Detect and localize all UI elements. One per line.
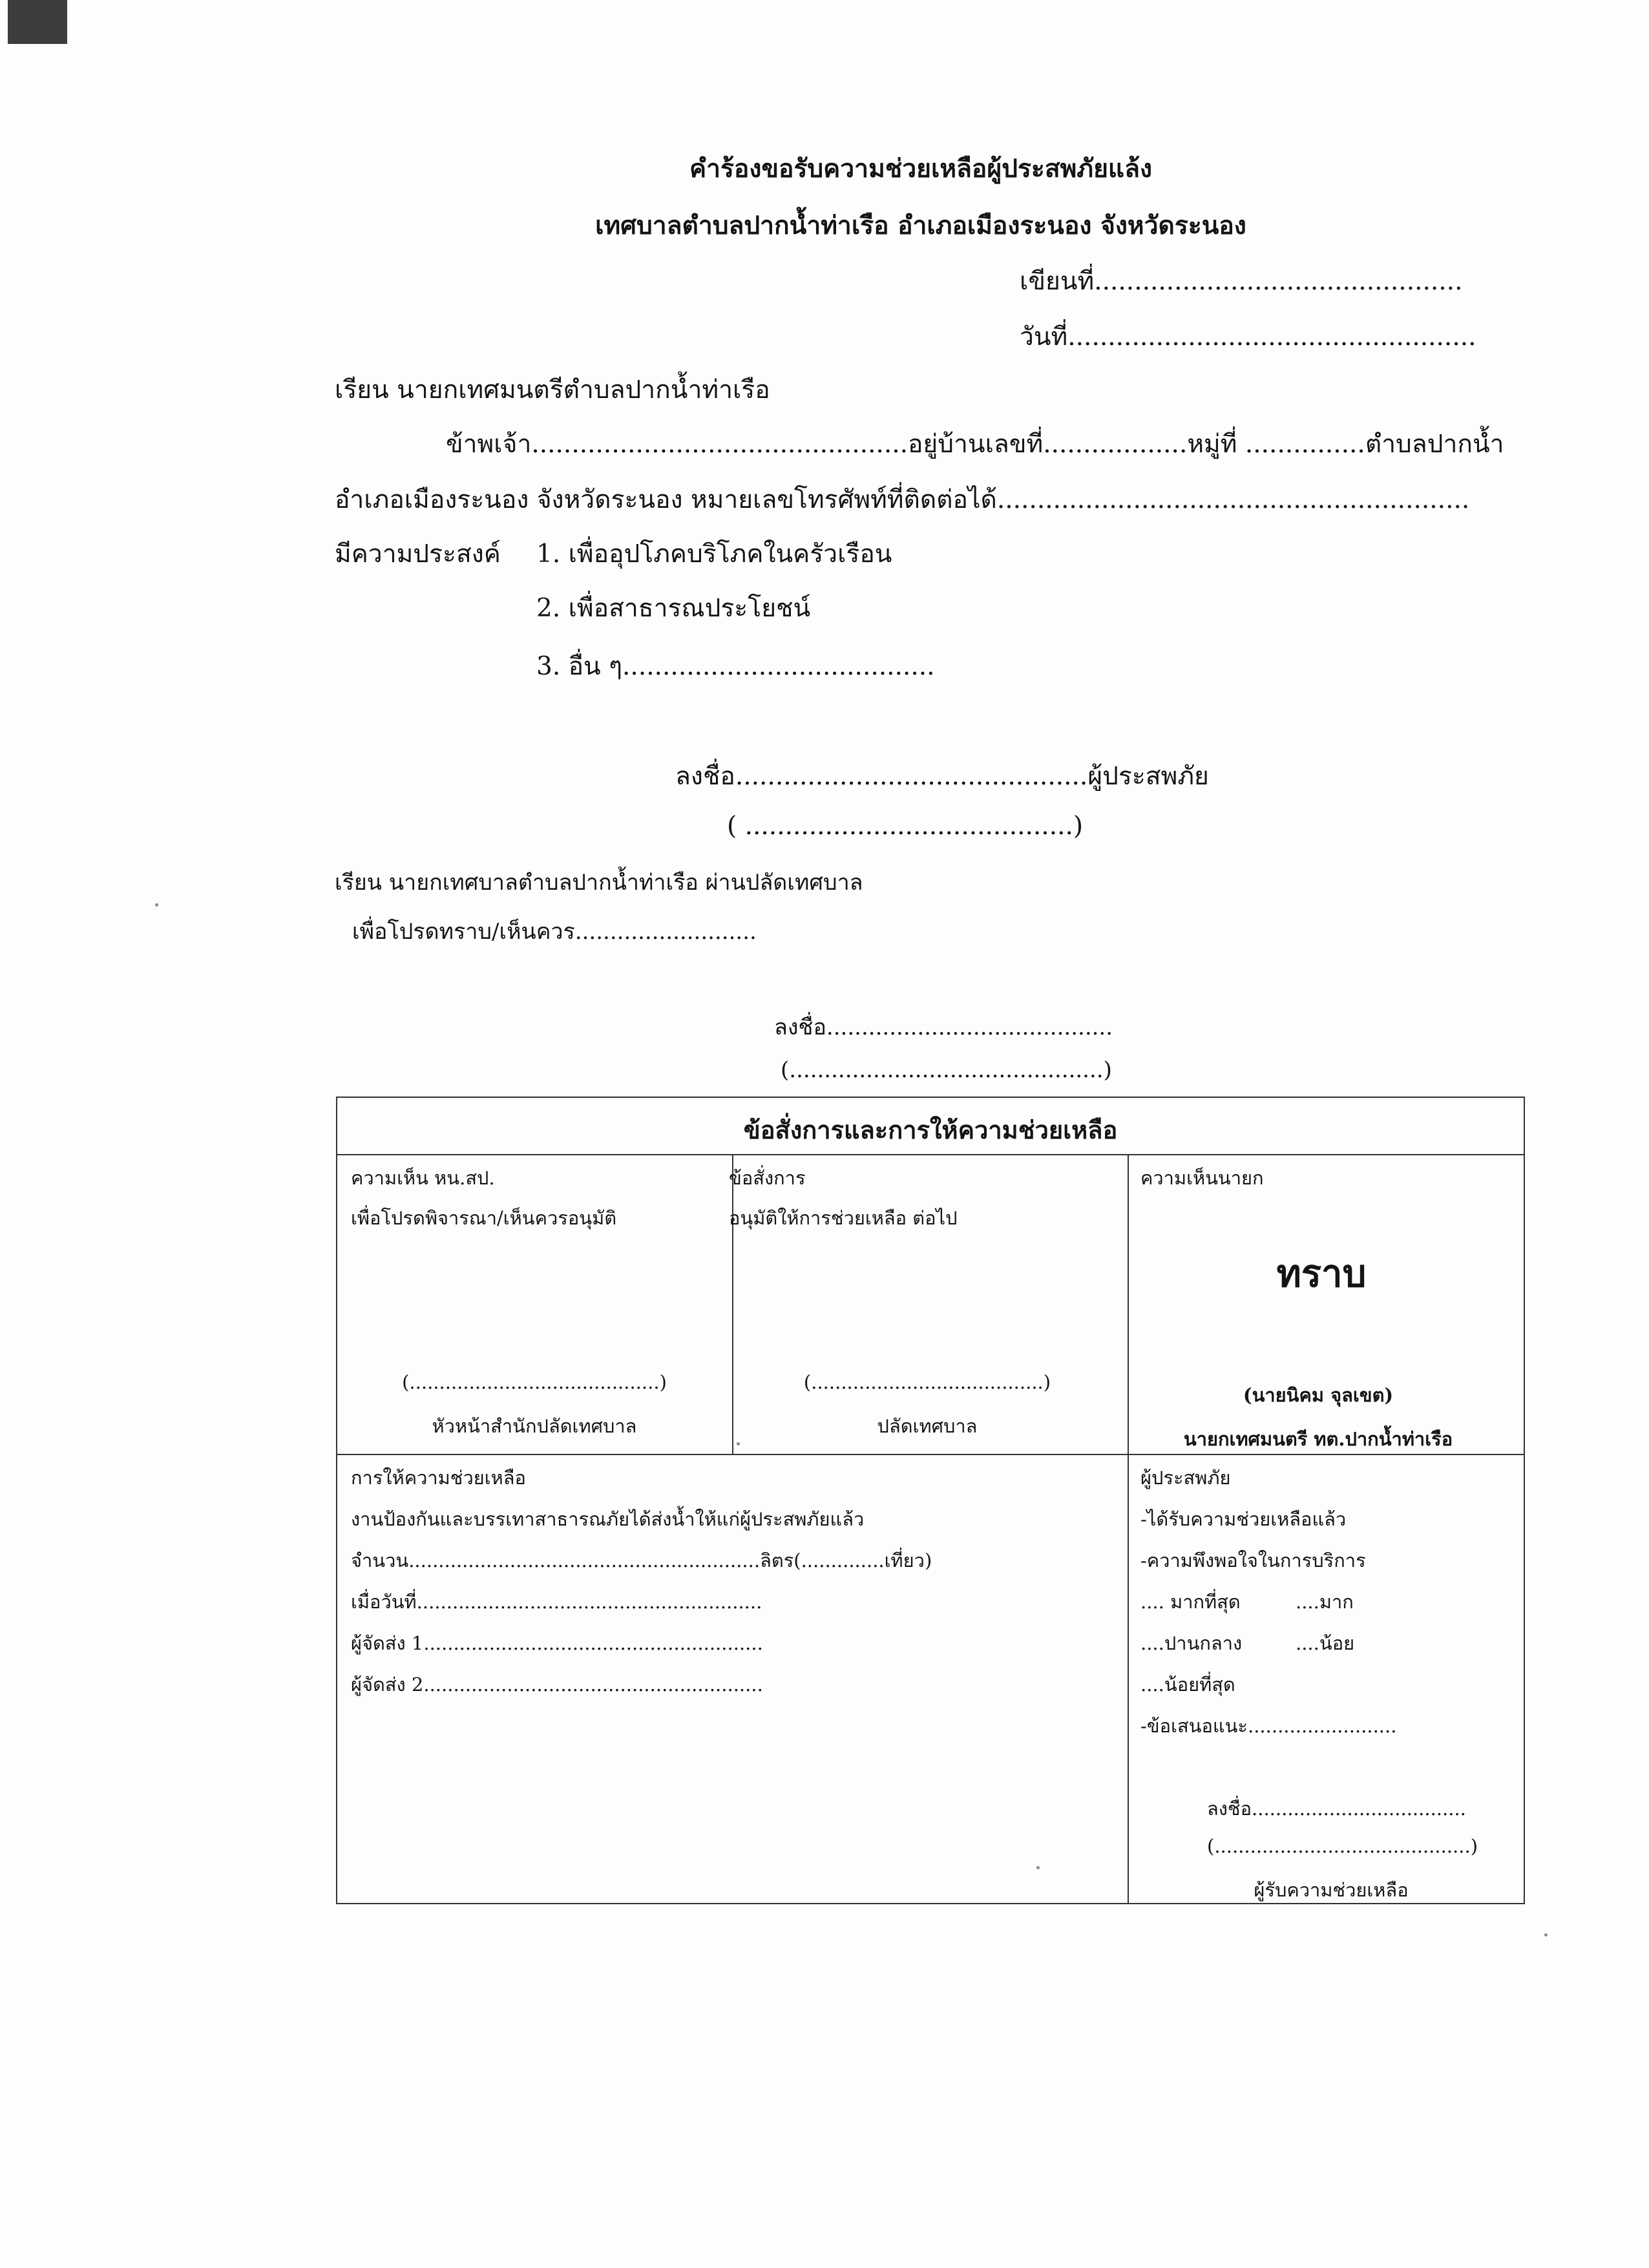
satisfaction-option: ....น้อย	[1296, 1632, 1355, 1654]
form-title: คำร้องขอรับความช่วยเหลือผู้ประสพภัยแล้ง	[689, 154, 1153, 184]
forward-signature-name: (.............................................)	[781, 1057, 1112, 1083]
applicant-signature-name: ( .........................................)	[727, 812, 1084, 841]
scan-corner-mark	[8, 0, 67, 44]
written-at-field: เขียนที่..............................................	[1020, 267, 1463, 296]
table-title: ข้อสั่งการและการให้ความช่วยเหลือ	[743, 1115, 1118, 1144]
mayor-decision: ทราบ	[1276, 1252, 1367, 1296]
table-divider	[732, 1154, 733, 1454]
salutation: เรียน นายกเทศมนตรีตำบลปากน้ำท่าเรือ	[335, 375, 770, 404]
purpose-item: 1. เพื่ออุปโภคบริโภคในครัวเรือน	[536, 540, 892, 569]
purpose-item: 2. เพื่อสาธารณประโยชน์	[536, 594, 811, 623]
form-subtitle: เทศบาลตำบลปากน้ำท่าเรือ อำเภอเมืองระนอง จังหวัดระนอง	[595, 211, 1246, 240]
satisfaction-option: ....น้อยที่สุด	[1140, 1674, 1235, 1696]
assist-date: เมื่อวันที่..........................................................	[351, 1591, 762, 1613]
satisfaction-option: .... มากที่สุด	[1140, 1591, 1241, 1613]
assist-heading: การให้ความช่วยเหลือ	[351, 1467, 526, 1489]
victim-signature-line: ลงชื่อ....................................	[1207, 1798, 1466, 1820]
date-field: วันที่...................................................	[1020, 322, 1476, 352]
victim-satisfaction: -ความพึงพอใจในการบริการ	[1140, 1549, 1366, 1571]
address-line: อำเภอเมืองระนอง จังหวัดระนอง หมายเลขโทรศัพท์ที่ติดต่อได้...........................................................	[335, 485, 1470, 514]
assist-text: งานป้องกันและบรรเทาสาธารณภัยได้ส่งน้ำให้แก่ผู้ประสพภัยแล้ว	[351, 1508, 865, 1530]
purpose-item: 3. อื่น ๆ.......................................	[536, 652, 935, 681]
satisfaction-option: ....ปานกลาง	[1140, 1632, 1243, 1654]
col3-heading: ความเห็นนายก	[1140, 1167, 1264, 1189]
col1-position: หัวหน้าสำนักปลัดเทศบาล	[432, 1415, 637, 1437]
mayor-position: นายกเทศมนตรี ทต.ปากน้ำท่าเรือ	[1183, 1428, 1453, 1450]
table-divider	[336, 1154, 1525, 1155]
scan-speck	[1544, 1933, 1548, 1937]
purpose-label: มีความประสงค์	[335, 540, 501, 569]
victim-position: ผู้รับความช่วยเหลือ	[1254, 1879, 1409, 1901]
forward-salutation: เรียน นายกเทศบาลตำบลปากน้ำท่าเรือ ผ่านปลัดเทศบาล	[335, 870, 863, 896]
victim-received: -ได้รับความช่วยเหลือแล้ว	[1140, 1508, 1347, 1530]
victim-heading: ผู้ประสพภัย	[1140, 1467, 1231, 1489]
assist-deliverer-1: ผู้จัดส่ง 1.........................................................	[351, 1632, 763, 1654]
forward-signature-line: ลงชื่อ.........................................	[774, 1014, 1113, 1040]
applicant-line: ข้าพเจ้า...............................................อยู่บ้านเลขที่..................หมู่ที่ ...............ตำบลปากน้ำ	[446, 430, 1504, 459]
forward-note: เพื่อโปรดทราบ/เห็นควร..........................	[352, 919, 757, 945]
col2-text: อนุมัติให้การช่วยเหลือ ต่อไป	[729, 1207, 958, 1229]
assist-amount: จำนวน...........................................................ลิตร(..............เที่ยว)	[351, 1549, 932, 1571]
col1-signature-name: (..........................................)	[402, 1371, 667, 1393]
satisfaction-option: ....มาก	[1296, 1591, 1354, 1613]
table-divider	[1128, 1154, 1129, 1904]
victim-signature-name: (...........................................)	[1207, 1835, 1478, 1857]
assist-deliverer-2: ผู้จัดส่ง 2.........................................................	[351, 1674, 763, 1696]
table-divider	[336, 1454, 1525, 1455]
scan-speck	[155, 903, 158, 907]
victim-suggestion: -ข้อเสนอแนะ.........................	[1140, 1715, 1397, 1737]
col2-signature-name: (.......................................)	[803, 1371, 1051, 1393]
col1-heading: ความเห็น หน.สป.	[351, 1167, 495, 1189]
col1-text: เพื่อโปรดพิจารณา/เห็นควรอนุมัติ	[351, 1207, 617, 1229]
applicant-signature-line: ลงชื่อ............................................ผู้ประสพภัย	[675, 762, 1209, 791]
mayor-name: (นายนิคม จุลเขต)	[1243, 1384, 1394, 1406]
col2-heading: ข้อสั่งการ	[729, 1167, 806, 1189]
col2-position: ปลัดเทศบาล	[877, 1415, 978, 1437]
